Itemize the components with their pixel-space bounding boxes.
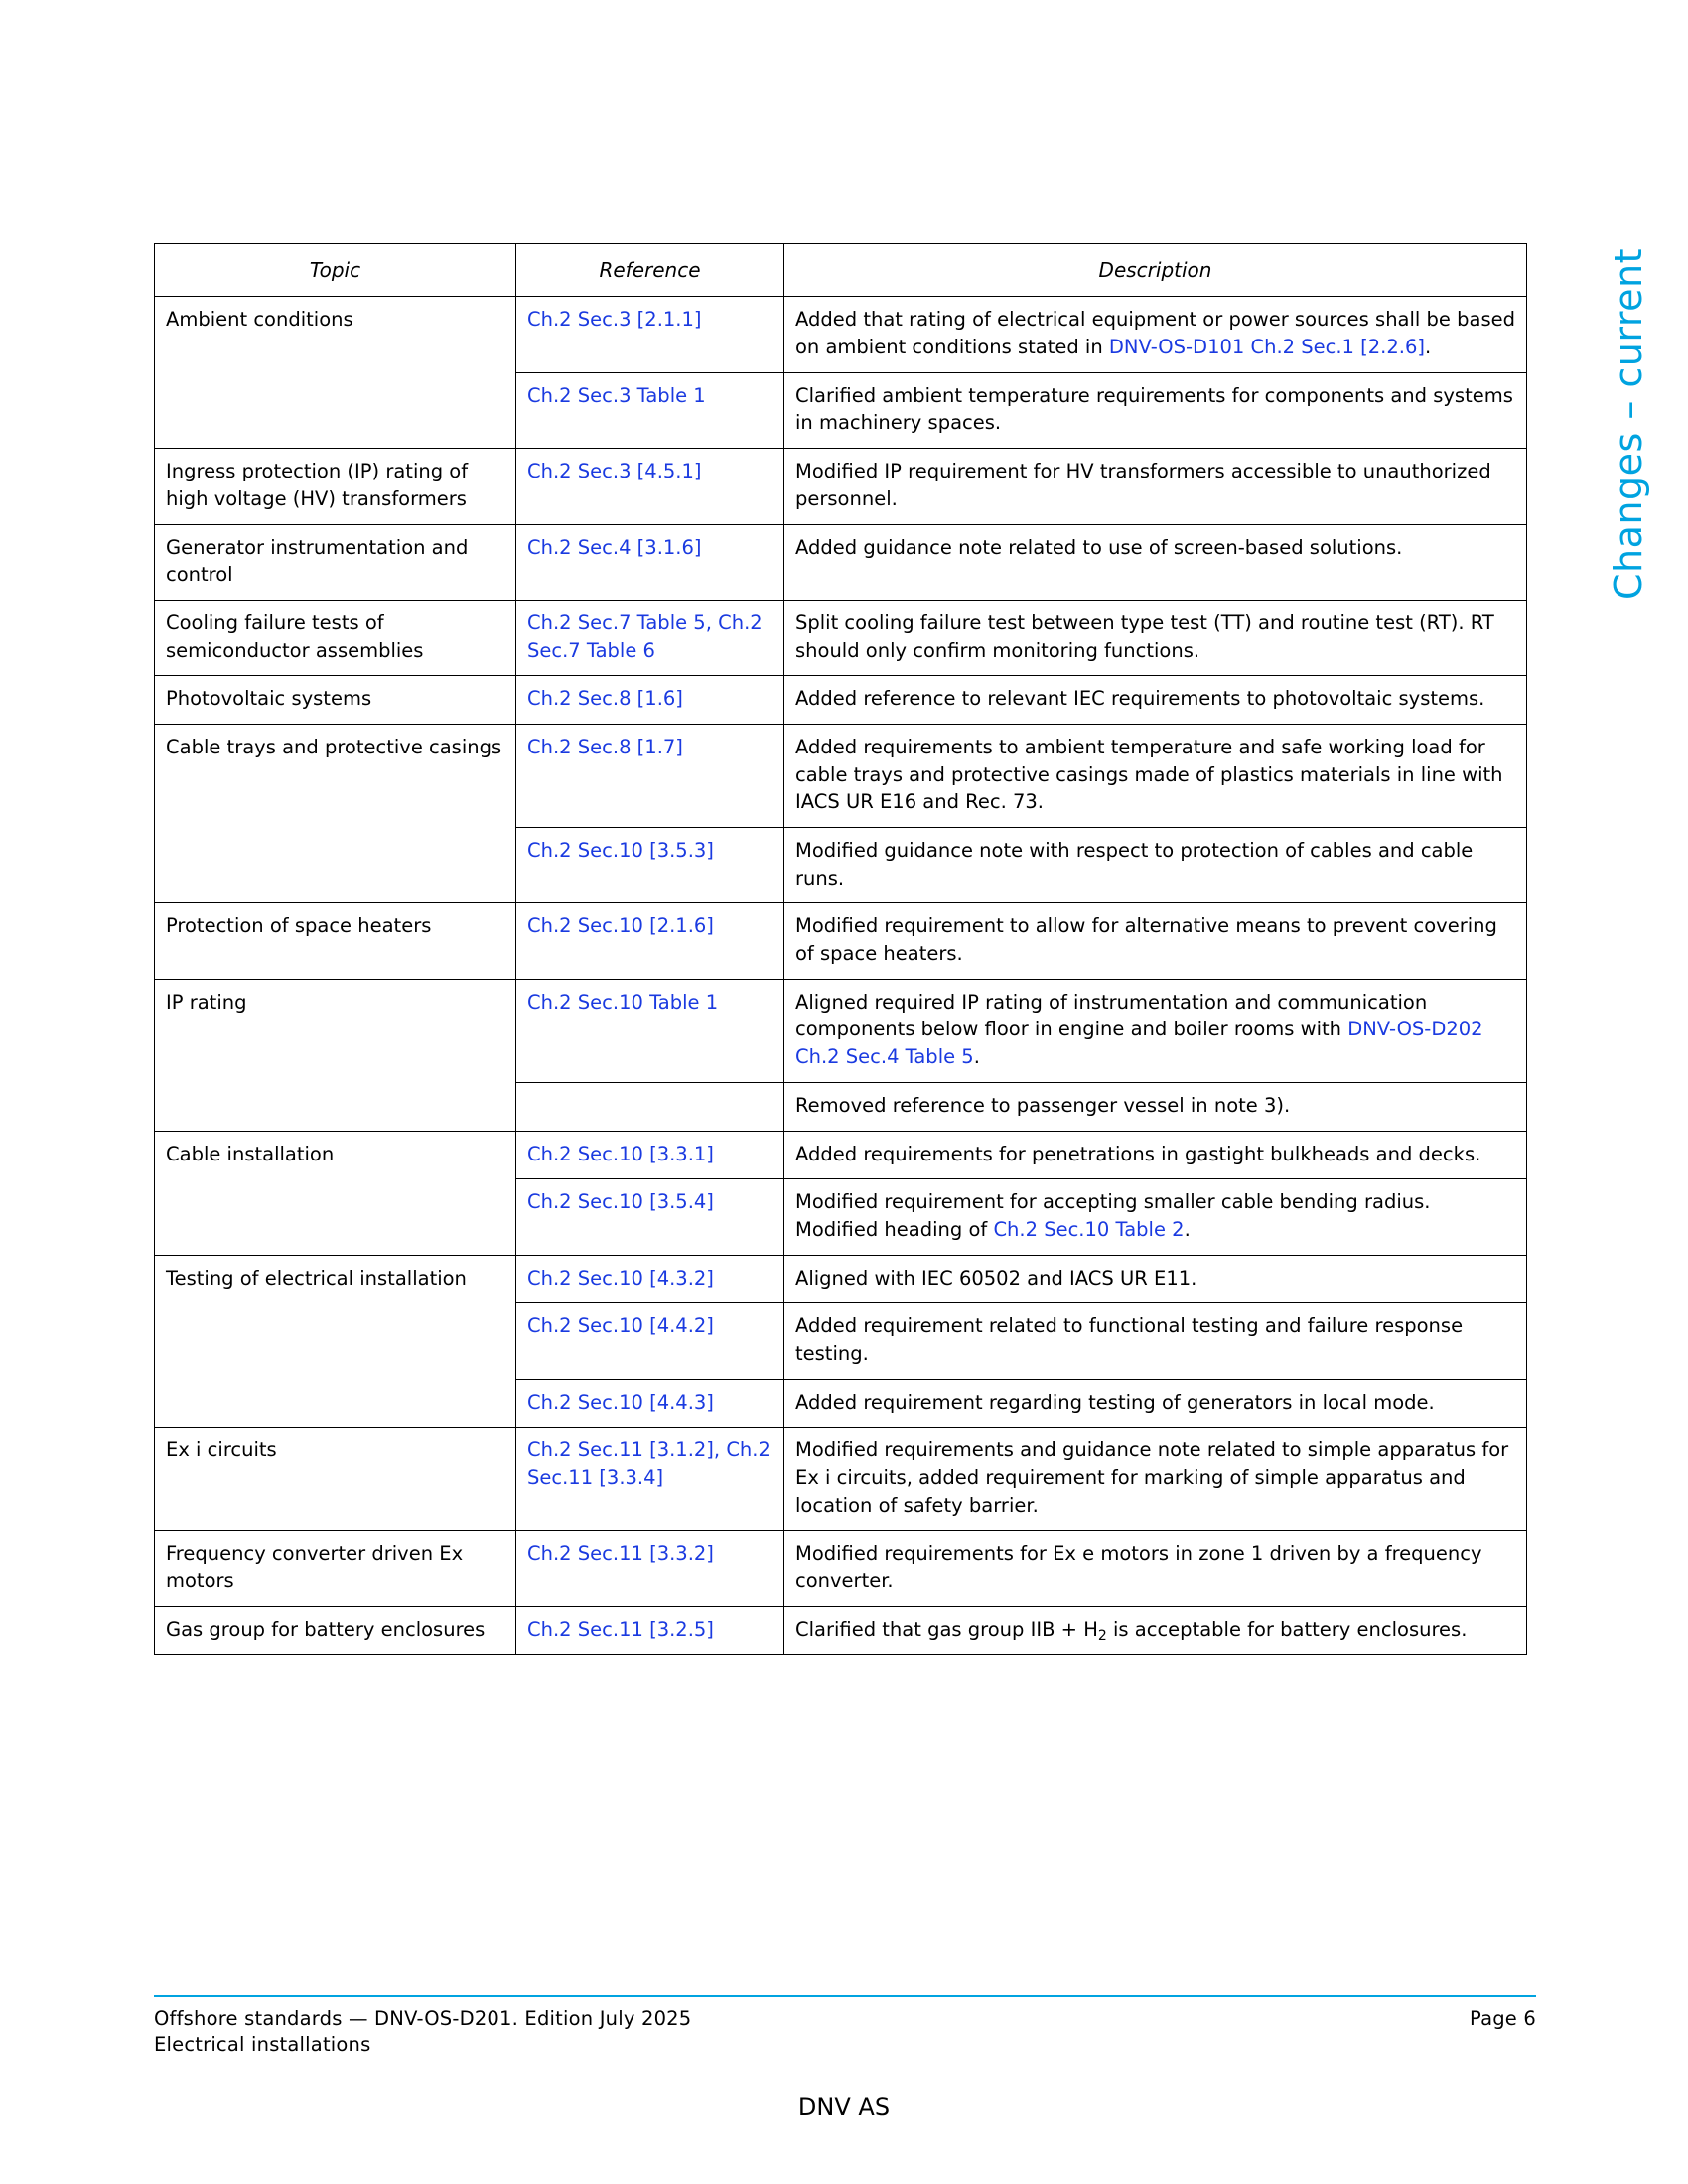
footer-divider bbox=[154, 1995, 1536, 1997]
description-text-a: Clarified that gas group IIB + H bbox=[795, 1617, 1098, 1641]
reference-link[interactable]: Ch.2 Sec.3 Table 1 bbox=[527, 383, 706, 407]
table-row bbox=[155, 979, 1527, 1082]
description-link[interactable]: DNV-OS-D101 Ch.2 Sec.1 [2.2.6] bbox=[1108, 336, 1425, 359]
description-cell bbox=[784, 828, 1527, 903]
reference-link[interactable]: Ch.2 Sec.8 [1.7] bbox=[527, 735, 683, 758]
topic-cell: Cooling failure tests of semiconductor assemblies bbox=[155, 600, 516, 675]
description-cell bbox=[784, 372, 1527, 448]
table-row bbox=[155, 1131, 1527, 1179]
reference-link[interactable]: Ch.2 Sec.10 [4.4.3] bbox=[527, 1390, 714, 1414]
reference-link[interactable]: Ch.2 Sec.11 [3.2.5] bbox=[527, 1617, 714, 1641]
reference-link[interactable]: Ch.2 Sec.10 Table 1 bbox=[527, 990, 719, 1014]
description-cell bbox=[784, 297, 1527, 372]
reference-cell bbox=[516, 449, 784, 524]
reference-cell bbox=[516, 1131, 784, 1179]
reference-link[interactable]: Ch.2 Sec.11 [3.3.2] bbox=[527, 1542, 714, 1566]
table-row bbox=[155, 724, 1527, 827]
description-text: Added requirement regarding testing of generators in local mode. bbox=[795, 1390, 1435, 1414]
table-row bbox=[155, 1255, 1527, 1303]
description-text: Added guidance note related to use of screen-based solutions. bbox=[795, 535, 1403, 559]
footer-subtitle: Electrical installations bbox=[154, 2033, 371, 2056]
description-text: Modified requirements and guidance note related to simple apparatus for Ex i circuits, added requirement for marking of simple apparatus and location of safety barrier. bbox=[795, 1438, 1509, 1517]
table-row bbox=[155, 524, 1527, 600]
reference-cell bbox=[516, 1428, 784, 1531]
column-header-description: Description bbox=[784, 244, 1527, 297]
description-text: Modified requirement for accepting smaller cable bending radius. Modified heading of bbox=[795, 1190, 1431, 1241]
reference-cell bbox=[516, 1082, 784, 1131]
topic-cell: Testing of electrical installation bbox=[155, 1255, 516, 1428]
table-row bbox=[155, 1606, 1527, 1655]
table-row bbox=[155, 449, 1527, 524]
description-cell bbox=[784, 1379, 1527, 1428]
description-cell bbox=[784, 1255, 1527, 1303]
topic-cell: IP rating bbox=[155, 979, 516, 1131]
topic-cell: Ingress protection (IP) rating of high voltage (HV) transformers bbox=[155, 449, 516, 524]
description-text: Removed reference to passenger vessel in note 3). bbox=[795, 1093, 1291, 1117]
reference-cell bbox=[516, 1379, 784, 1428]
topic-cell: Ambient conditions bbox=[155, 297, 516, 449]
table-header-row bbox=[155, 244, 1527, 297]
reference-cell bbox=[516, 1303, 784, 1379]
description-cell bbox=[784, 676, 1527, 725]
table-row bbox=[155, 1428, 1527, 1531]
description-text: Clarified ambient temperature requirements for components and systems in machinery spaces. bbox=[795, 383, 1513, 435]
topic-cell: Cable installation bbox=[155, 1131, 516, 1255]
reference-cell bbox=[516, 828, 784, 903]
description-text-b: is acceptable for battery enclosures. bbox=[1106, 1617, 1468, 1641]
table-row bbox=[155, 676, 1527, 725]
description-text: Aligned with IEC 60502 and IACS UR E11. bbox=[795, 1266, 1197, 1290]
reference-link[interactable]: Ch.2 Sec.11 [3.1.2], Ch.2 Sec.11 [3.3.4] bbox=[527, 1438, 771, 1490]
description-cell bbox=[784, 1303, 1527, 1379]
reference-link[interactable]: Ch.2 Sec.10 [4.3.2] bbox=[527, 1266, 714, 1290]
changes-current-table bbox=[154, 243, 1527, 1655]
topic-cell: Cable trays and protective casings bbox=[155, 724, 516, 902]
table-row bbox=[155, 600, 1527, 675]
reference-link[interactable]: Ch.2 Sec.8 [1.6] bbox=[527, 687, 683, 711]
description-cell bbox=[784, 1082, 1527, 1131]
reference-link[interactable]: Ch.2 Sec.7 Table 5, Ch.2 Sec.7 Table 6 bbox=[527, 611, 763, 662]
reference-link[interactable]: Ch.2 Sec.3 [4.5.1] bbox=[527, 460, 702, 483]
description-text: Modified IP requirement for HV transformers accessible to unauthorized personnel. bbox=[795, 460, 1491, 510]
description-text: Aligned required IP rating of instrumentation and communication components below floor in engine and boiler rooms with bbox=[795, 990, 1428, 1041]
description-text: Modified requirements for Ex e motors in zone 1 driven by a frequency converter. bbox=[795, 1542, 1482, 1593]
description-cell bbox=[784, 903, 1527, 979]
reference-cell bbox=[516, 524, 784, 600]
description-text: Split cooling failure test between type test (TT) and routine test (RT). RT should only confirm monitoring functions. bbox=[795, 611, 1494, 662]
table-row bbox=[155, 903, 1527, 979]
reference-link[interactable]: Ch.2 Sec.3 [2.1.1] bbox=[527, 308, 702, 332]
reference-link[interactable]: Ch.2 Sec.4 [3.1.6] bbox=[527, 535, 702, 559]
description-link[interactable]: DNV-OS-D202 Ch.2 Sec.4 Table 5 bbox=[795, 1018, 1483, 1069]
reference-cell bbox=[516, 372, 784, 448]
description-text: Added requirements to ambient temperature and safe working load for cable trays and protective casings made of plastics materials in line with IACS UR E16 and Rec. 73. bbox=[795, 735, 1503, 814]
reference-link[interactable]: Ch.2 Sec.10 [3.3.1] bbox=[527, 1142, 714, 1165]
description-text-tail: . bbox=[973, 1045, 980, 1069]
side-tab-label: Changes – current bbox=[1607, 248, 1650, 601]
reference-link[interactable]: Ch.2 Sec.10 [3.5.4] bbox=[527, 1190, 714, 1214]
description-cell bbox=[784, 1179, 1527, 1255]
description-text-tail: . bbox=[1425, 336, 1432, 359]
topic-cell: Ex i circuits bbox=[155, 1428, 516, 1531]
description-cell bbox=[784, 1131, 1527, 1179]
description-cell bbox=[784, 979, 1527, 1082]
footer-organisation: DNV AS bbox=[797, 2093, 891, 2120]
description-link[interactable]: Ch.2 Sec.10 Table 2 bbox=[993, 1217, 1185, 1241]
description-text-tail: . bbox=[1184, 1217, 1191, 1241]
page-footer bbox=[154, 2007, 1536, 2056]
column-header-topic: Topic bbox=[155, 244, 516, 297]
reference-cell bbox=[516, 903, 784, 979]
description-text: Added reference to relevant IEC requirements to photovoltaic systems. bbox=[795, 687, 1485, 711]
description-cell bbox=[784, 1531, 1527, 1606]
topic-cell: Gas group for battery enclosures bbox=[155, 1606, 516, 1655]
reference-link[interactable]: Ch.2 Sec.10 [2.1.6] bbox=[527, 914, 714, 938]
reference-link[interactable]: Ch.2 Sec.10 [4.4.2] bbox=[527, 1314, 714, 1338]
topic-cell: Frequency converter driven Ex motors bbox=[155, 1531, 516, 1606]
description-cell bbox=[784, 449, 1527, 524]
table-body bbox=[155, 297, 1527, 1655]
column-header-reference: Reference bbox=[516, 244, 784, 297]
reference-cell bbox=[516, 1179, 784, 1255]
description-text: Added requirement related to functional testing and failure response testing. bbox=[795, 1314, 1464, 1365]
topic-cell: Generator instrumentation and control bbox=[155, 524, 516, 600]
description-text: Modified guidance note with respect to protection of cables and cable runs. bbox=[795, 839, 1474, 889]
description-text: Added that rating of electrical equipment or power sources shall be based on ambient conditions stated in bbox=[795, 308, 1515, 359]
table-row bbox=[155, 297, 1527, 372]
reference-cell bbox=[516, 1606, 784, 1655]
description-cell bbox=[784, 724, 1527, 827]
reference-link[interactable]: Ch.2 Sec.10 [3.5.3] bbox=[527, 839, 714, 863]
footer-standard-title: Offshore standards — DNV-OS-D201. Edition July 2025 bbox=[154, 2007, 692, 2030]
description-cell bbox=[784, 1606, 1527, 1655]
subscript-2: 2 bbox=[1097, 1627, 1107, 1644]
description-cell bbox=[784, 600, 1527, 675]
reference-cell bbox=[516, 676, 784, 725]
description-cell bbox=[784, 1428, 1527, 1531]
footer-page-number: Page 6 bbox=[1469, 2007, 1536, 2030]
topic-cell: Photovoltaic systems bbox=[155, 676, 516, 725]
description-text: Modified requirement to allow for alternative means to prevent covering of space heaters. bbox=[795, 914, 1497, 966]
reference-cell bbox=[516, 724, 784, 827]
reference-cell bbox=[516, 979, 784, 1082]
table-row bbox=[155, 1531, 1527, 1606]
description-text: Added requirements for penetrations in gastight bulkheads and decks. bbox=[795, 1142, 1481, 1165]
reference-cell bbox=[516, 600, 784, 675]
reference-cell bbox=[516, 297, 784, 372]
description-cell bbox=[784, 524, 1527, 600]
reference-cell bbox=[516, 1255, 784, 1303]
topic-cell: Protection of space heaters bbox=[155, 903, 516, 979]
reference-cell bbox=[516, 1531, 784, 1606]
